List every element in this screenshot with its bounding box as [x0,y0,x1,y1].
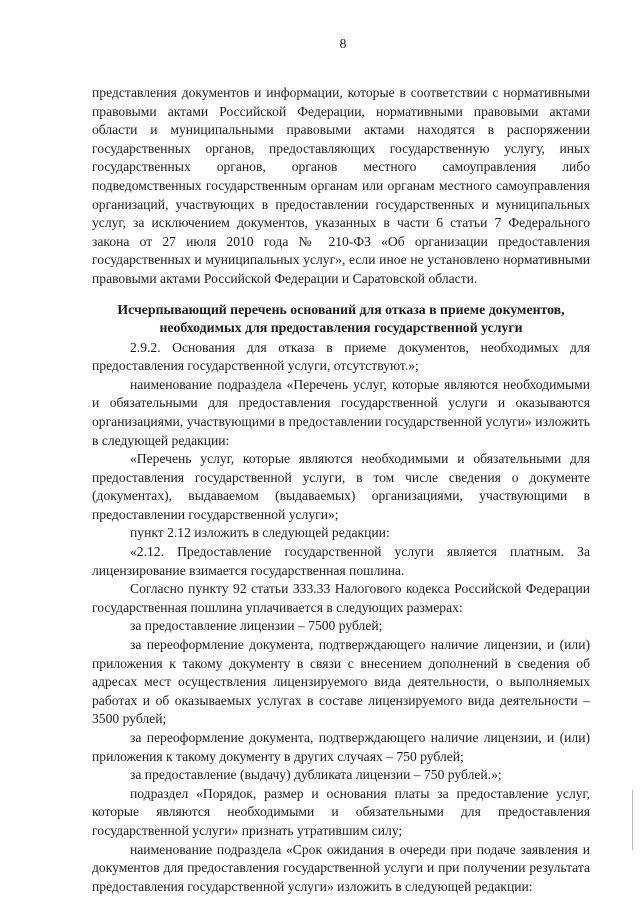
paragraph-subsection-void: подраздел «Порядок, размер и основания платы за предоставление услуг, которые являются необходимыми и обязательными для предоставления государственной услуги» признать утратившим силу; [92,785,590,838]
paragraph-2-9-2: 2.9.2. Основания для отказа в приеме документов, необходимых для предоставления государственной услуги, отсутствуют.»; [92,339,590,374]
paragraph-point-2-12: «2.12. Предоставление государственной услуги является платным. За лицензирование взимается государственная пошлина. [92,544,590,578]
paragraph-fee-reissue-other: за переоформление документа, подтверждающего наличие лицензии, и (или) приложения к такому документу в других случаях – 750 рублей; [92,730,590,764]
paragraph-fee-duplicate: за предоставление (выдачу) дубликата лицензии – 750 рублей.»; [130,767,502,783]
paragraph-fee-license: за предоставление лицензии – 7500 рублей; [130,618,383,634]
paragraph-subsection-name-services: наименование подраздела «Перечень услуг, которые являются необходимыми и обязательными для предоставления государственной услуги и оказываются организациями, участвующими в предоставлении государственной услуги» изложить в следующей редакции: [92,376,590,448]
section-heading: Исчерпывающий перечень оснований для отказа в приеме документов, необходимых для предоставления государственной услуги [117,301,565,335]
paragraph-tax-code: Согласно пункту 92 статьи 333.33 Налогового кодекса Российской Федерации государственная пошлина уплачивается в следующих размерах: [92,581,590,615]
paragraph-services-list-title: «Перечень услуг, которые являются необходимыми и обязательными для предоставления государственной услуги, в том числе сведения о документе (документах), выдаваемом (выдаваемых) организациями, участвующими в предоставлении государственной услуги»; [92,451,590,522]
scan-edge-mark [632,790,633,850]
paragraph-fee-reissue-additions: за переоформление документа, подтверждающего наличие лицензии, и (или) приложения к такому документу в связи с внесением дополнений в сведения об адресах мест осуществления лицензируемого вида деятельности, о выполняемых работах и об оказываемых услугах в составе лицензируемого вида деятельности – 3500 рублей; [92,637,590,727]
page-number: 8 [339,36,347,51]
paragraph-subsection-queue: наименование подраздела «Срок ожидания в очереди при подаче заявления и документов для предоставления государственной услуги и при получении результата предоставления государственной услуги» изложить в следующей редакции: [92,841,590,894]
paragraph-point-2-12-intro: пункт 2.12 изложить в следующей редакции: [130,525,390,541]
paragraph-continuation: представления документов и информации, которые в соответствии с нормативными правовыми актами Российской Федерации, нормативными правовыми актами области и муниципальными правовыми актами находятся в распоряжении государственных органов, предоставляющих государственную услугу, иных государственных органов, органов местного самоуправления либо подведомственных государственным органам или органам местного самоуправления организаций, участвующих в предоставлении государственных и муниципальных услуг, за исключением документов, указанных в части 6 статьи 7 Федерального закона от 27 июля 2010 года № 210-ФЗ «Об организации предоставления государственных и муниципальных услуг», если иное не установлено нормативными правовыми актами Российской Федерации и Саратовской области. [92,85,590,286]
